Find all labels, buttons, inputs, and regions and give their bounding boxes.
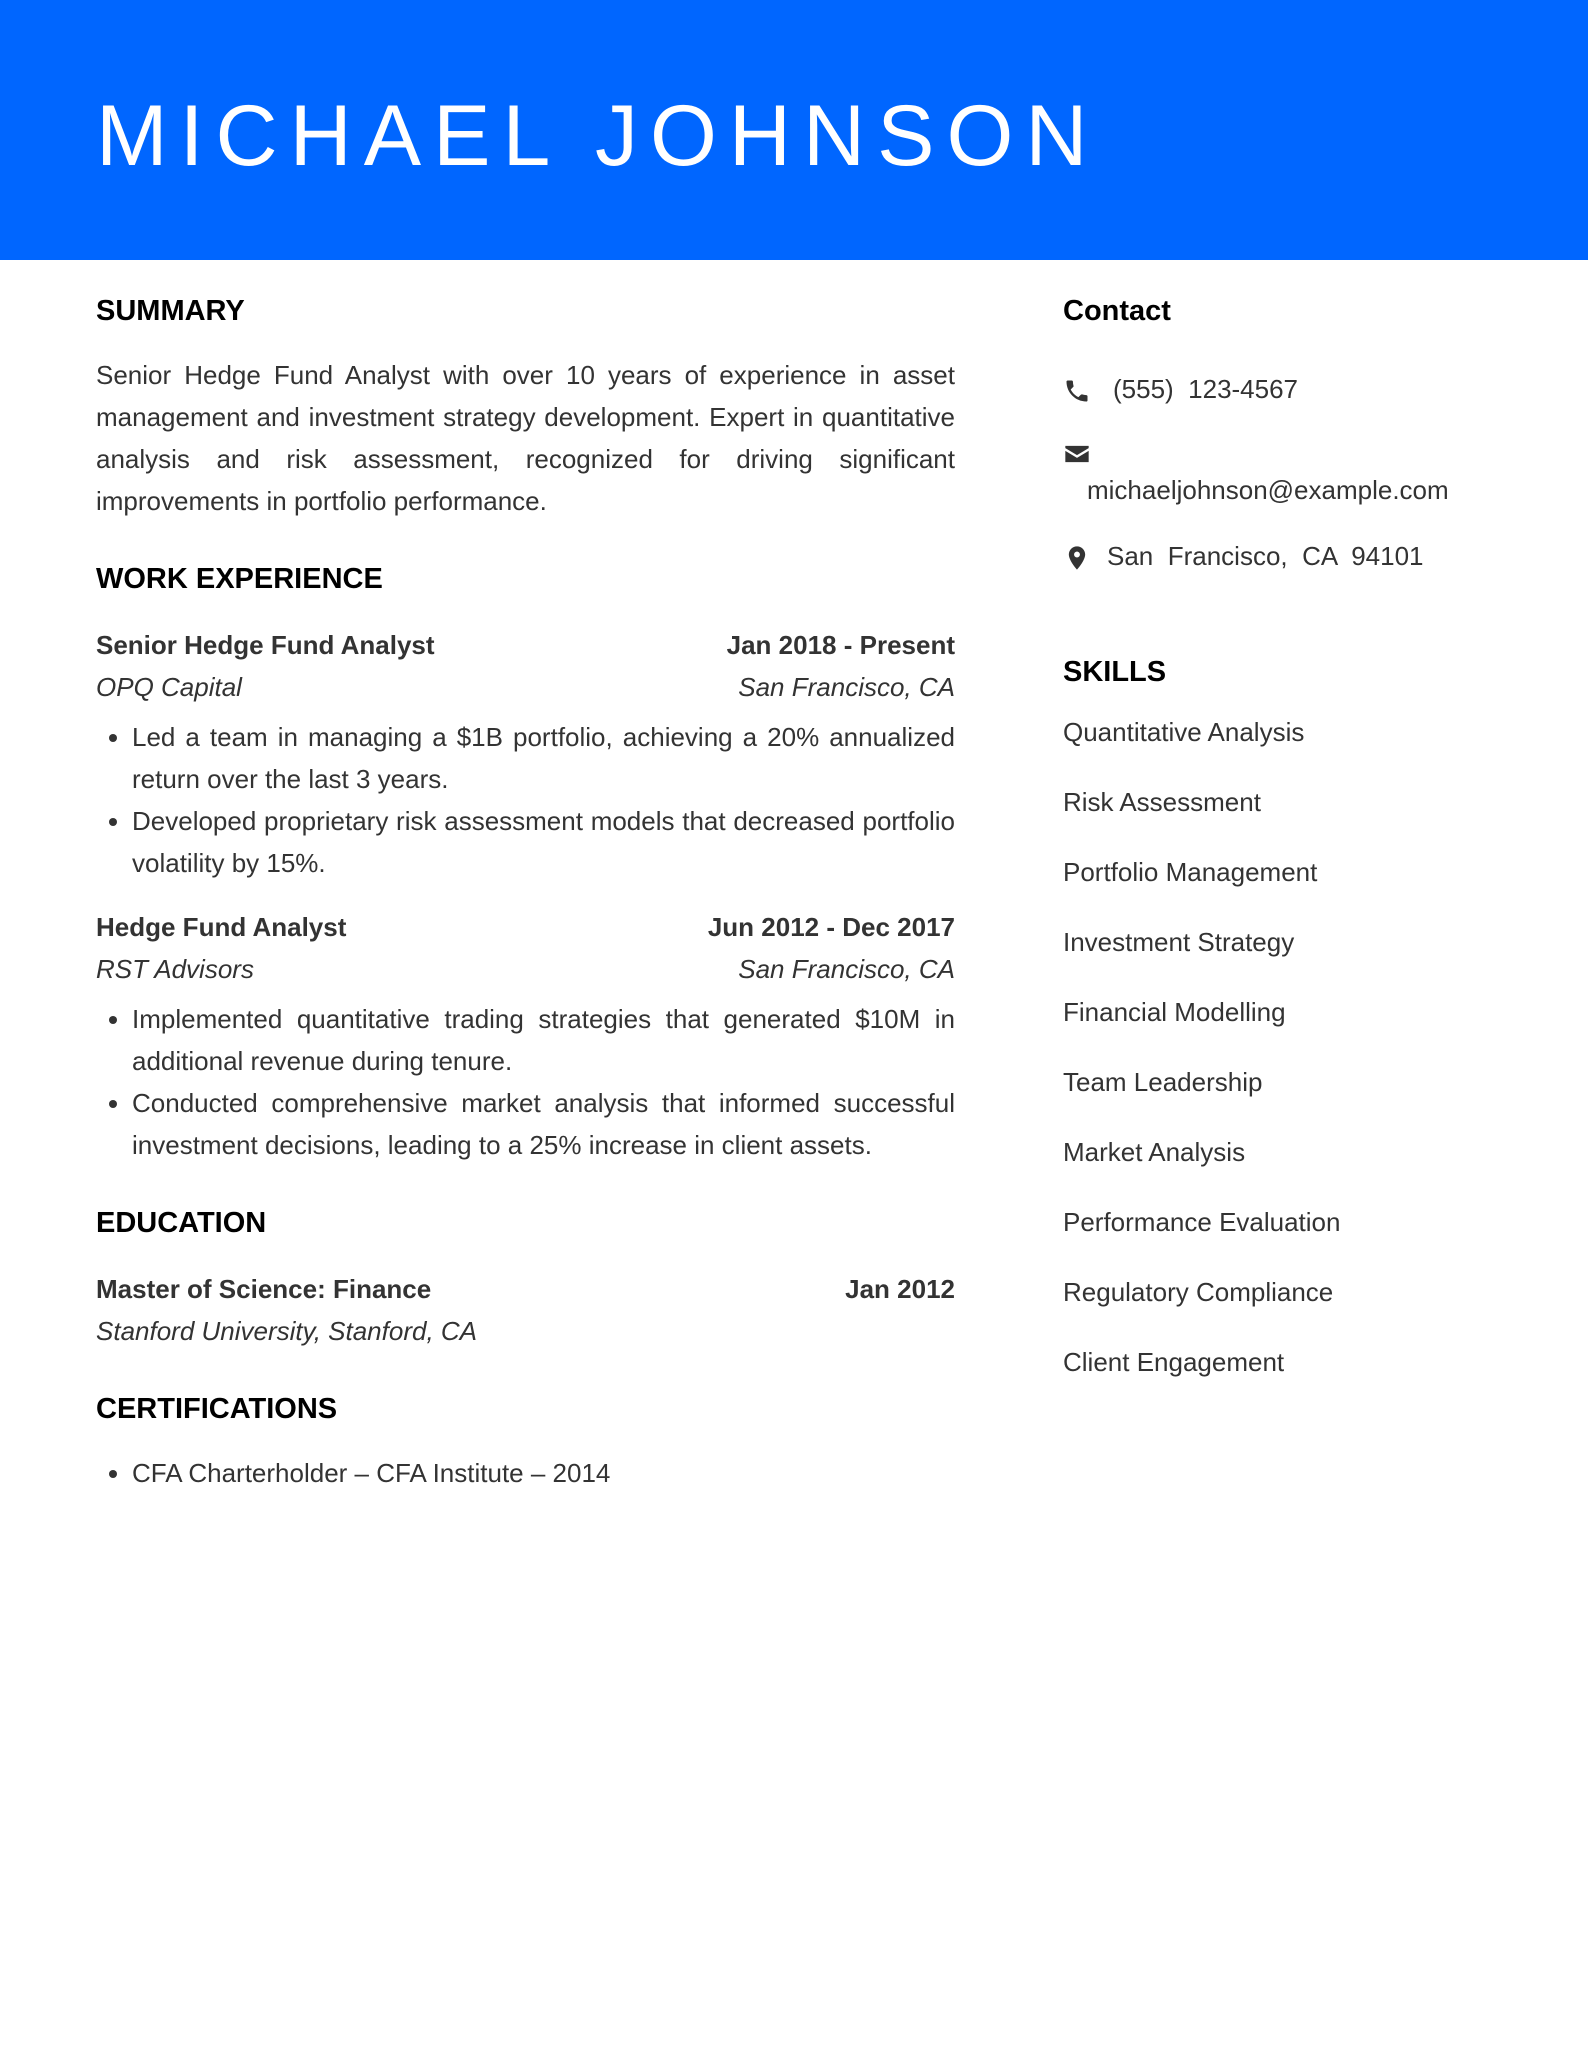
job-bullets <box>96 998 955 1166</box>
address: San Francisco, CA 94101 <box>1107 541 1424 571</box>
job-bullet: • Conducted comprehensive market analysis that informed successful investment decisions, leading to a 25% increase in client assets. <box>132 1082 955 1166</box>
experience-heading: WORK EXPERIENCE <box>96 563 383 595</box>
skill-item: Portfolio Management <box>1063 857 1318 887</box>
phone-number[interactable]: (555) 123-4567 <box>1113 374 1299 404</box>
skills-section <box>1063 651 1523 1383</box>
job-location: San Francisco, CA <box>738 672 955 702</box>
graduation-date: Jan 2012 <box>845 1274 955 1304</box>
skill-item: Financial Modelling <box>1063 997 1286 1027</box>
contact-address <box>1063 535 1523 577</box>
job-dates: Jun 2012 - Dec 2017 <box>707 912 955 942</box>
job-dates: Jan 2018 - Present <box>726 630 955 660</box>
skill-item: Team Leadership <box>1063 1067 1263 1097</box>
summary-section <box>96 290 955 522</box>
skill-item: Risk Assessment <box>1063 787 1261 817</box>
job-role: Hedge Fund Analyst <box>96 912 347 942</box>
skill-item: Investment Strategy <box>1063 927 1295 957</box>
education-section <box>96 1202 955 1352</box>
map-pin-icon <box>1063 542 1091 570</box>
job-bullet: • Developed proprietary risk assessment models that decreased portfolio volatility by 15%. <box>132 800 955 884</box>
contact-section <box>1063 290 1523 577</box>
summary-text: Senior Hedge Fund Analyst with over 10 years of experience in asset management and investment strategy development. Expert in quantitative analysis and risk assessment, recognized for driving significant improvements in portfolio performance. <box>96 360 955 516</box>
job-bullet: • Implemented quantitative trading strategies that generated $10M in additional revenue during tenure. <box>132 998 955 1082</box>
skill-item: Client Engagement <box>1063 1347 1285 1377</box>
sidebar-column <box>1063 290 1523 1411</box>
email-address[interactable]: michaeljohnson@example.com <box>1087 475 1449 505</box>
experience-section <box>96 558 955 1166</box>
job-role: Senior Hedge Fund Analyst <box>96 630 435 660</box>
candidate-name: MICHAEL JOHNSON <box>96 88 1100 184</box>
skill-item: Market Analysis <box>1063 1137 1246 1167</box>
header-banner <box>0 0 1588 260</box>
certifications-section <box>96 1388 955 1494</box>
envelope-icon <box>1063 440 1091 468</box>
certification-item: • CFA Charterholder – CFA Institute – 2014 <box>132 1452 955 1494</box>
summary-heading: SUMMARY <box>96 295 245 327</box>
phone-icon <box>1063 375 1091 403</box>
job-location: San Francisco, CA <box>738 954 955 984</box>
degree: Master of Science: Finance <box>96 1274 432 1304</box>
job-company: RST Advisors <box>96 954 254 984</box>
skills-list <box>1063 711 1523 1383</box>
contact-phone <box>1063 368 1523 410</box>
job-company: OPQ Capital <box>96 672 242 702</box>
education-heading: EDUCATION <box>96 1207 267 1239</box>
job-entry <box>96 624 955 884</box>
skill-item: Performance Evaluation <box>1063 1207 1341 1237</box>
job-entry <box>96 906 955 1166</box>
education-entry <box>96 1268 955 1352</box>
main-column <box>96 290 955 1494</box>
skill-item: Quantitative Analysis <box>1063 717 1305 747</box>
school: Stanford University, Stanford, CA <box>96 1316 478 1346</box>
certifications-heading: CERTIFICATIONS <box>96 1393 338 1425</box>
job-bullet: • Led a team in managing a $1B portfolio, achieving a 20% annualized return over the last 3 years. <box>132 716 955 800</box>
job-bullets <box>96 716 955 884</box>
certification-list <box>96 1452 955 1494</box>
skill-item: Regulatory Compliance <box>1063 1277 1334 1307</box>
contact-email <box>1063 440 1523 511</box>
skills-heading: SKILLS <box>1063 656 1167 688</box>
contact-heading: Contact <box>1063 295 1171 327</box>
